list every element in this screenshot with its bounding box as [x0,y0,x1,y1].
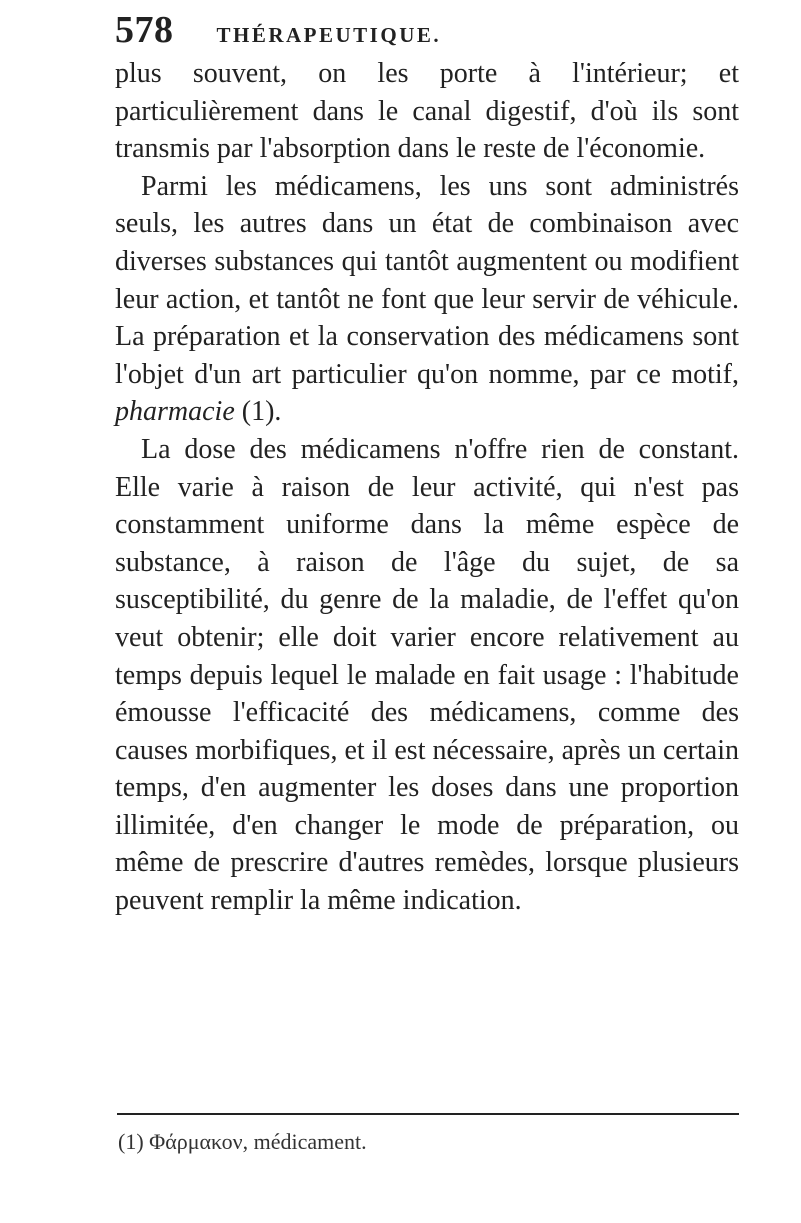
running-title: THÉRAPEUTIQUE. [216,23,442,47]
paragraph-text-end: (1). [234,396,282,428]
paragraph-text: Parmi les médicamens, les uns sont administrés seuls, les autres dans un état de combinaison avec diverses substances qui tantôt augmentent ou modifient leur action, et tantôt ne font que leur servir de véhicule. La préparation et la conservation des médicamens sont l'objet d'un art particulier qu'on nomme, par ce motif, [115,170,739,390]
footnote-rule [117,1113,739,1115]
footnote: (1) Φάρμακον, médicament. [118,1129,367,1154]
page-number: 578 [115,9,174,51]
paragraph-dose: La dose des médicamens n'offre rien de constant. Elle varie à raison de leur activité, qui n'est pas constamment uniforme dans la même espèce de substance, à raison de l'âge du sujet, de sa susceptibilité, du genre de la maladie, de l'effet qu'on veut obtenir; elle doit varier encore relativement au temps depuis lequel le malade en fait usage : l'habitude émousse l'efficacité des médicamens, comme des causes morbifiques, et il est nécessaire, après un certain temps, d'en augmenter les doses dans une proportion illimitée, d'en changer le mode de préparation, ou même de prescrire d'autres remèdes, lorsque plusieurs peuvent remplir la même indication. [115,433,739,917]
paragraph-medicaments-administration [115,168,739,431]
body-text [115,55,739,920]
paragraph-continuation: plus souvent, on les porte à l'intérieur; et particulièrement dans le canal digestif, d'où ils sont transmis par l'absorption dans le reste de l'économie. [115,58,739,165]
running-head [115,8,739,51]
italic-term-pharmacie: pharmacie [115,396,235,428]
